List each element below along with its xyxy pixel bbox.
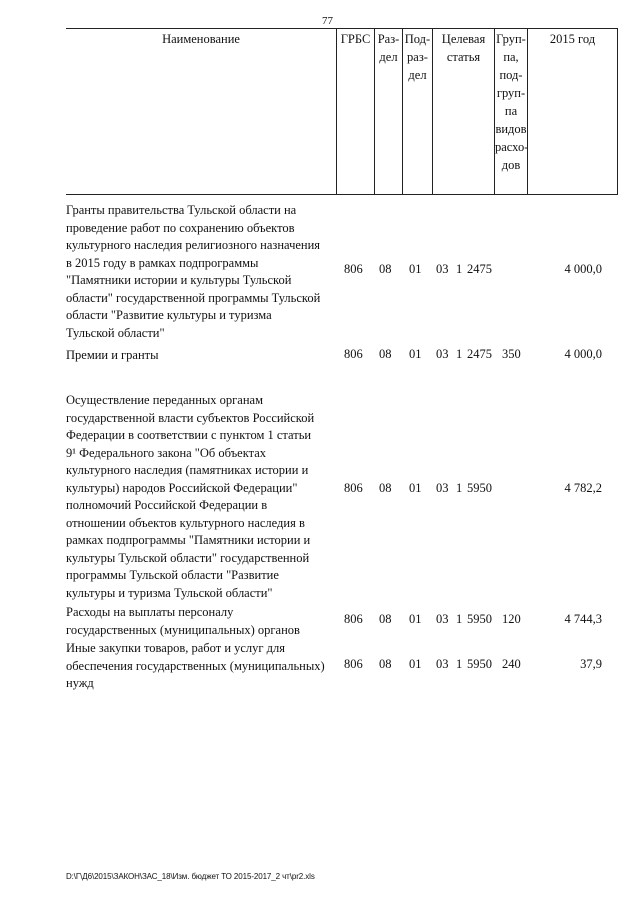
page-number: 77: [322, 15, 333, 27]
razdel-value: 08: [379, 262, 392, 276]
row-name: Гранты правительства Тульской области на проведение работ по сохранению объектов культурного наследия религиозного назначения в 2015 году в рамках подпрограммы "Памятники истории и культуры Тульской области" государственной программы Тульской области "Развитие культуры и туризма Тульской области": [66, 203, 321, 340]
ts-subprogram: 1: [456, 481, 463, 495]
ts-code: 5950: [467, 657, 492, 671]
vid-value: 350: [502, 347, 521, 361]
header-podrazdel: Под- раз- дел: [402, 29, 432, 194]
file-path-footer: D:\Г\Д6\2015\ЗАКОН\ЗАС_18\Изм. бюджет ТО 2015-2017_2 чт\pr2.xls: [66, 872, 315, 881]
header-tselevaya-statya: Целевая статья: [432, 29, 494, 194]
razdel-value: 08: [379, 657, 392, 671]
ts-code: 2475: [467, 262, 492, 276]
header-grbs: ГРБС: [336, 29, 374, 194]
ts-subprogram: 1: [456, 262, 463, 276]
razdel-value: 08: [379, 612, 392, 626]
grbs-value: 806: [344, 262, 363, 276]
podrazdel-value: 01: [409, 347, 422, 361]
ts-subprogram: 1: [456, 612, 463, 626]
ts-program: 03: [436, 612, 449, 626]
razdel-value: 08: [379, 347, 392, 361]
vid-value: 120: [502, 612, 521, 626]
grbs-value: 806: [344, 657, 363, 671]
ts-program: 03: [436, 262, 449, 276]
ts-program: 03: [436, 657, 449, 671]
ts-code: 5950: [467, 481, 492, 495]
ts-code: 5950: [467, 612, 492, 626]
ts-subprogram: 1: [456, 657, 463, 671]
header-name: Наименование: [162, 32, 240, 46]
header-vid-rashodov: Груп- па, под- груп- па видов расхо- дов: [494, 29, 527, 194]
amount-value: 37,9: [580, 657, 602, 671]
vid-value: 240: [502, 657, 521, 671]
ts-code: 2475: [467, 347, 492, 361]
row-name: Премии и гранты: [66, 348, 159, 362]
row-name: Расходы на выплаты персоналу государственных (муниципальных) органов: [66, 605, 300, 637]
grbs-value: 806: [344, 347, 363, 361]
amount-value: 4 782,2: [564, 481, 602, 495]
row-name: Осуществление переданных органам государственной власти субъектов Российской Федерации в соответствии с пунктом 1 статьи 9¹ Федерального закона "Об объектах культурного наследия (памятниках истории и культуры) народов Российской Федерации" полномочий Российской Федерации в отношении объектов культурного наследия в рамках подпрограммы "Памятники истории и культуры Тульской области" государственной программы Тульской области "Развитие культуры и туризма Тульской области": [66, 393, 315, 600]
amount-value: 4 000,0: [564, 262, 602, 276]
row-name: Иные закупки товаров, работ и услуг для обеспечения государственных (муниципальных) нужд: [66, 641, 325, 690]
grbs-value: 806: [344, 481, 363, 495]
ts-program: 03: [436, 481, 449, 495]
ts-program: 03: [436, 347, 449, 361]
header-razdel: Раз- дел: [374, 29, 402, 194]
grbs-value: 806: [344, 612, 363, 626]
podrazdel-value: 01: [409, 657, 422, 671]
table-header: [66, 28, 618, 195]
podrazdel-value: 01: [409, 612, 422, 626]
podrazdel-value: 01: [409, 262, 422, 276]
amount-value: 4 744,3: [564, 612, 602, 626]
amount-value: 4 000,0: [564, 347, 602, 361]
header-year: 2015 год: [527, 29, 618, 194]
ts-subprogram: 1: [456, 347, 463, 361]
razdel-value: 08: [379, 481, 392, 495]
podrazdel-value: 01: [409, 481, 422, 495]
